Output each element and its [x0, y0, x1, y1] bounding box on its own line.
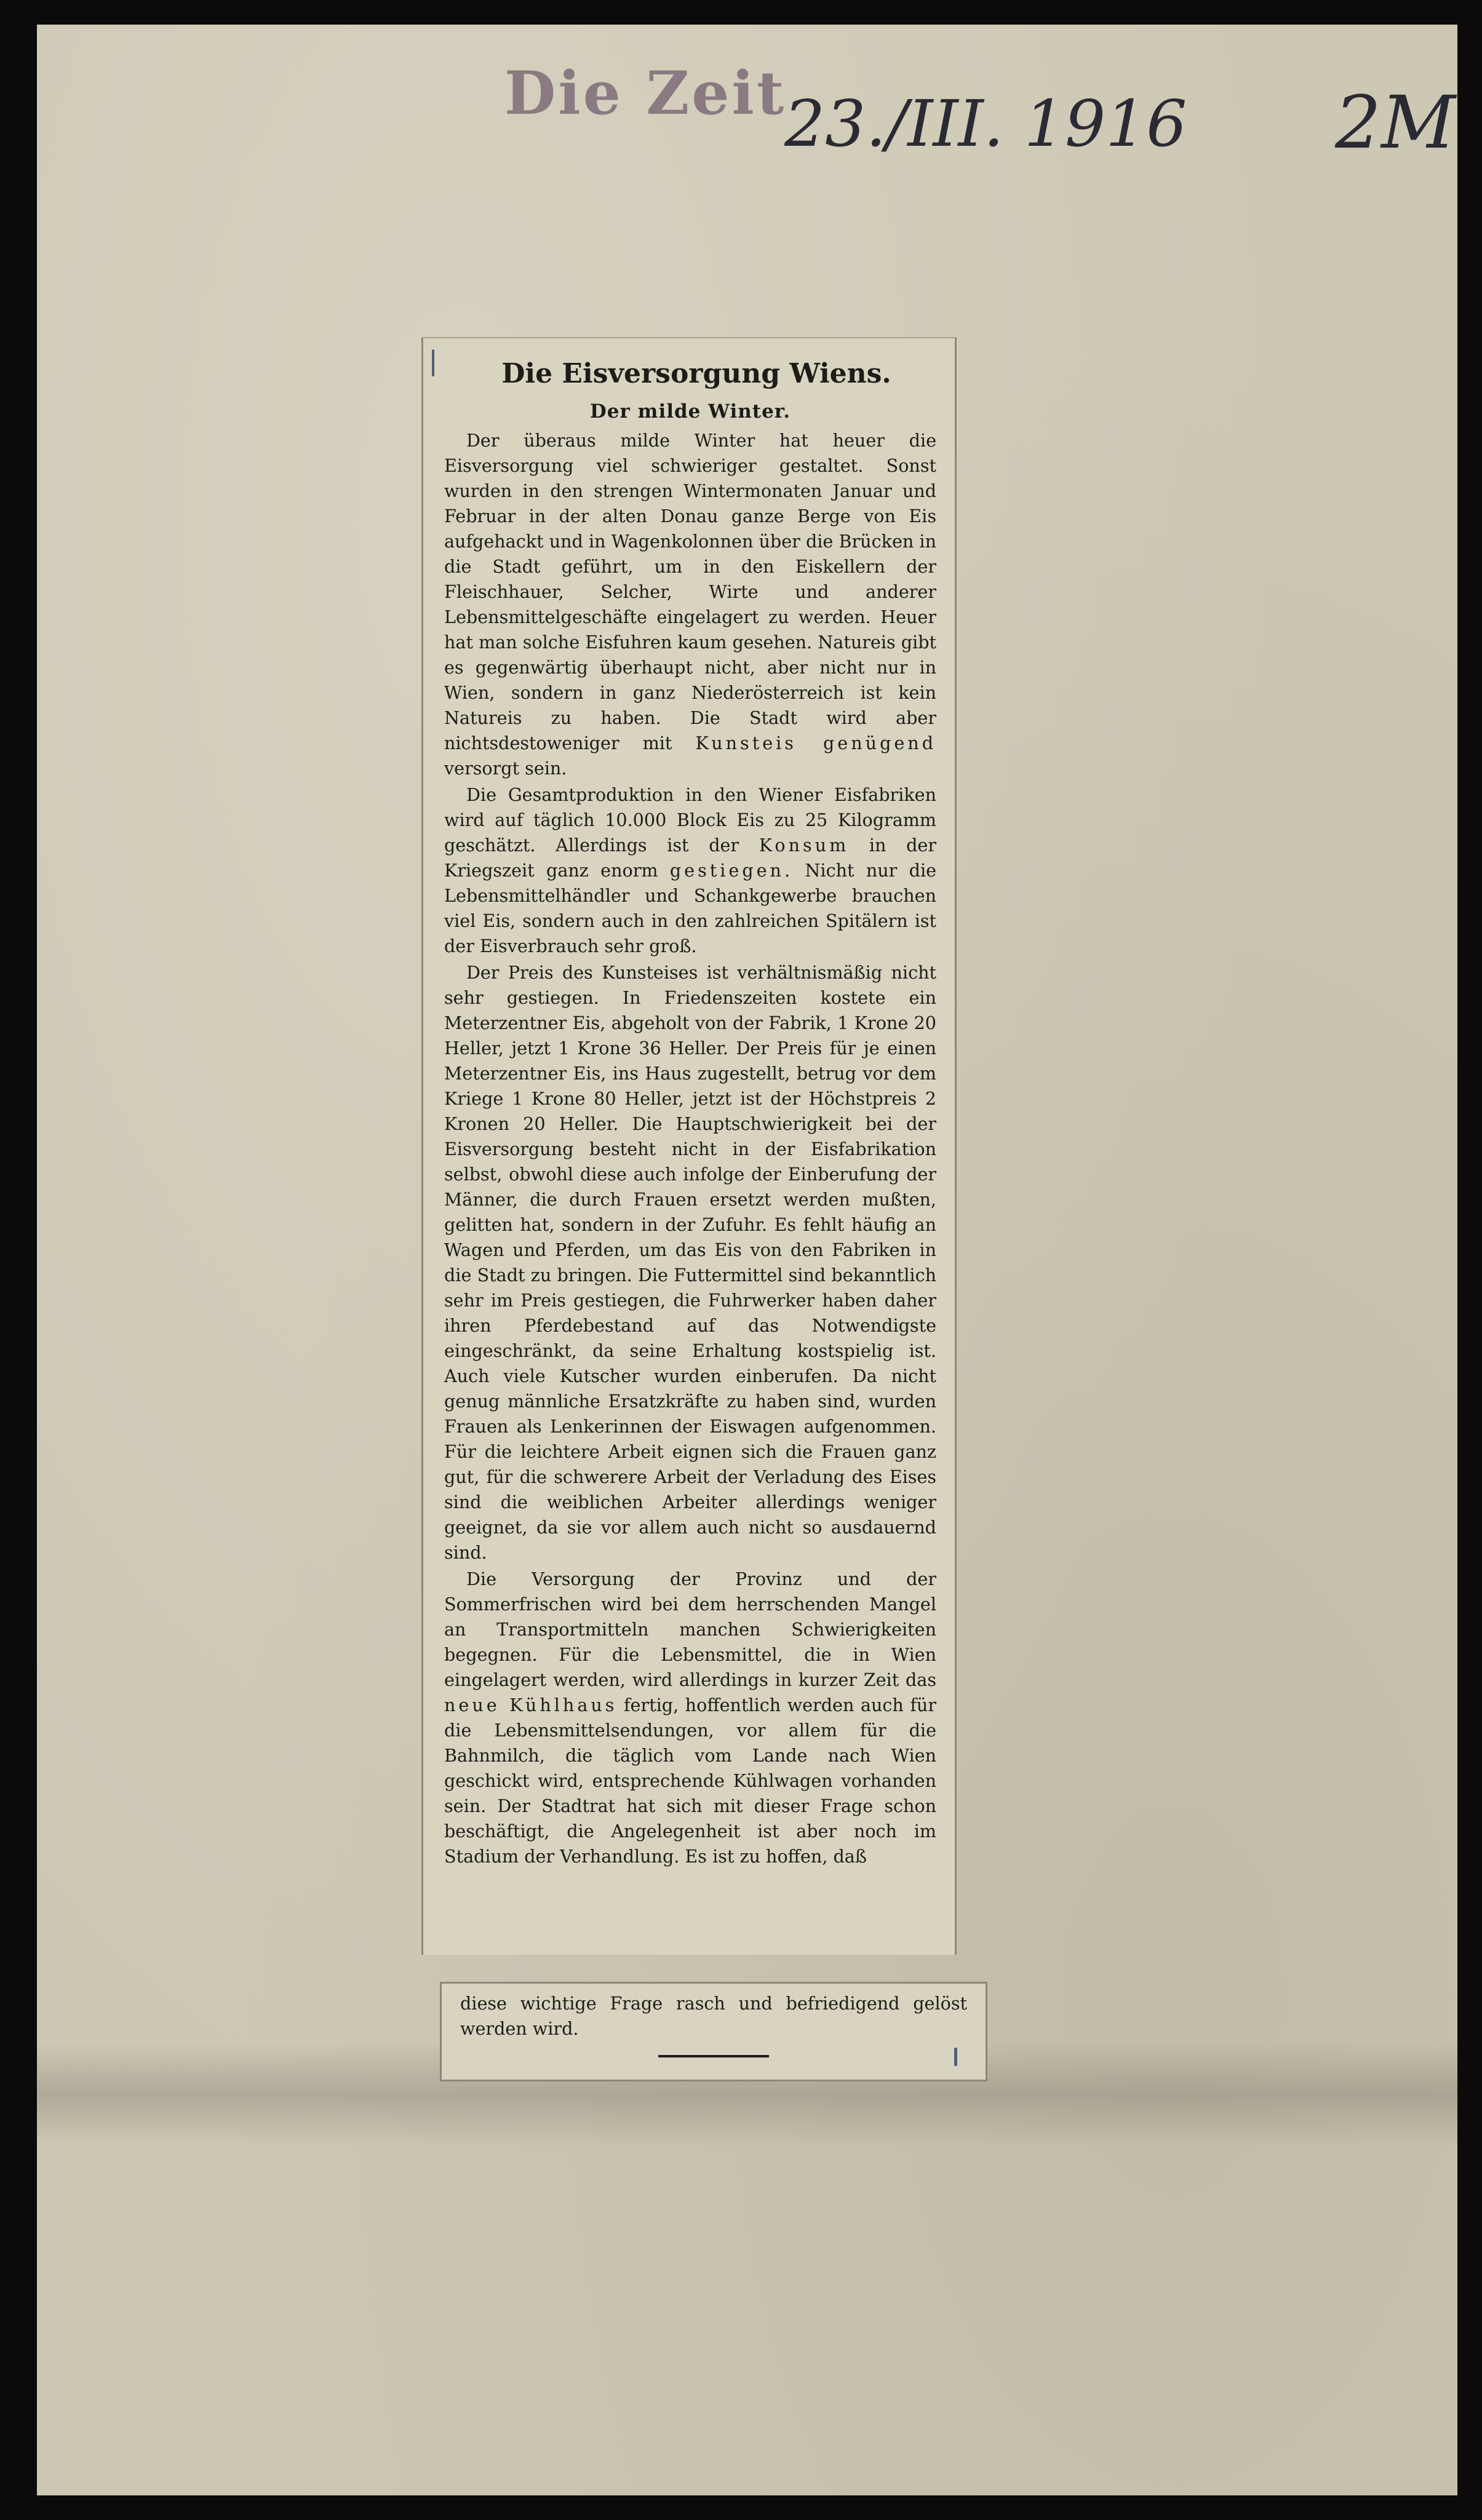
article-paragraph-3: Der Preis des Kunsteises ist verhältnismäßig nicht sehr gestiegen. In Friedenszeiten kostete ein Meterzentner Eis, abgeholt von der Fabrik, 1 Krone 20 Heller, jetzt 1 Krone 36 Heller. Der Preis für je einen Meterzentner Eis, ins Haus zugestellt, betrug vor dem Kriege 1 Krone 80 Heller, jetzt ist der Höchstpreis 2 Kronen 20 Heller. Die Hauptschwierigkeit bei der Eisversorgung besteht nicht in der Eisfabrikation selbst, obwohl diese auch infolge der Einberufung der Männer, die durch Frauen ersetzt werden mußten, gelitten hat, sondern in der Zufuhr. Es fehlt häufig an Wagen und Pferden, um das Eis von den Fabriken in die Stadt zu bringen. Die Futtermittel sind bekanntlich sehr im Preis gestiegen, die Fuhrwerker haben daher ihren Pferdebestand auf das Notwendigste eingeschränkt, da seine Erhaltung kostspielig ist. Auch viele Kutscher wurden einberufen. Da nicht genug männliche Ersatzkräfte zu haben sind, wurden Frauen als Lenkerinnen der Eiswagen aufgenommen. Für die leichtere Arbeit eignen sich die Frauen ganz gut, für die schwerere Arbeit der Verladung des Eises sind die weiblichen Arbeiter allerdings weniger geeignet, da sie vor allem auch nicht so ausdauernd sind.: [444, 962, 936, 1563]
newspaper-stamp: Die Zeit: [504, 58, 787, 128]
paragraph-1-text: Der überaus milde Winter hat heuer die Eisversorgung viel schwieriger gestaltet. Sonst wurden in den strengen Wintermonaten Januar und Februar in der alten Donau ganze Berge von Eis aufgehackt und in Wagenkolonnen über die Brücken in die Stadt geführt, um in den Eiskellern der Fleischhauer, Selcher, Wirte und anderer Lebensmittelgeschäfte eingelagert zu werden. Heuer hat man solche Eisfuhren kaum gesehen. Natureis gibt es gegenwärtig überhaupt nicht, aber nicht nur in Wien, sondern in ganz Niederösterreich ist kein Natureis zu haben. Die Stadt wird aber nichtsdestoweniger mit: [444, 430, 936, 753]
paragraph-1-end: versorgt sein.: [444, 758, 567, 779]
newspaper-clipping: [421, 337, 957, 1955]
paragraph-2-middle: in der Kriegszeit ganz enorm: [444, 835, 936, 881]
blue-pencil-mark-2: [954, 2048, 957, 2066]
paragraph-2-text: Die Gesamtproduktion in den Wiener Eisfabriken wird auf täglich 10.000 Block Eis zu 25 Kilogramm geschätzt. Allerdings ist der: [444, 784, 936, 856]
handwritten-date: 23./III. 1916: [784, 86, 1187, 161]
paragraph-4-end: fertig, hoffentlich werden auch für die Lebensmittelsendungen, vor allem für die Bahnmilch, die täglich vom Lande nach Wien geschickt wird, entsprechende Kühlwagen vorhanden sein. Der Stadtrat hat sich mit dieser Frage schon beschäftigt, die Angelegenheit ist aber noch im Stadium der Verhandlung. Es ist zu hoffen, daß: [444, 1695, 936, 1867]
newspaper-clipping-continuation: [440, 1982, 987, 2081]
article-end-rule: [658, 2055, 769, 2057]
article-paragraph-2: [444, 782, 936, 959]
article-paragraph-1: [444, 428, 936, 781]
paragraph-1-emphasis: Kunsteis genügend: [695, 733, 937, 753]
article-subheadline: Der milde Winter.: [589, 400, 791, 423]
article-paragraph-4: [444, 1567, 936, 1869]
paragraph-4-emphasis: neue Kühlhaus: [444, 1695, 618, 1715]
handwritten-corner-mark: 2M: [1335, 80, 1456, 165]
paragraph-2-emphasis-2: gestiegen.: [669, 860, 794, 881]
article-headline: Die Eisversorgung Wiens.: [501, 358, 891, 389]
blue-pencil-mark: [432, 349, 434, 376]
paragraph-2-emphasis-1: Konsum: [759, 835, 850, 856]
paragraph-2-end: Nicht nur die Lebensmittelhändler und Schankgewerbe brauchen viel Eis, sondern auch in den zahlreichen Spitälern ist der Eisverbrauch sehr groß.: [444, 860, 937, 956]
paragraph-4-text: Die Versorgung der Provinz und der Sommerfrischen wird bei dem herrschenden Mangel an Transportmitteln manchen Schwierigkeiten begegnen. Für die Lebensmittel, die in Wien eingelagert werden, wird allerdings in kurzer Zeit das: [444, 1568, 936, 1690]
article-paragraph-5: diese wichtige Frage rasch und befriedigend gelöst werden wird.: [460, 1993, 967, 2039]
